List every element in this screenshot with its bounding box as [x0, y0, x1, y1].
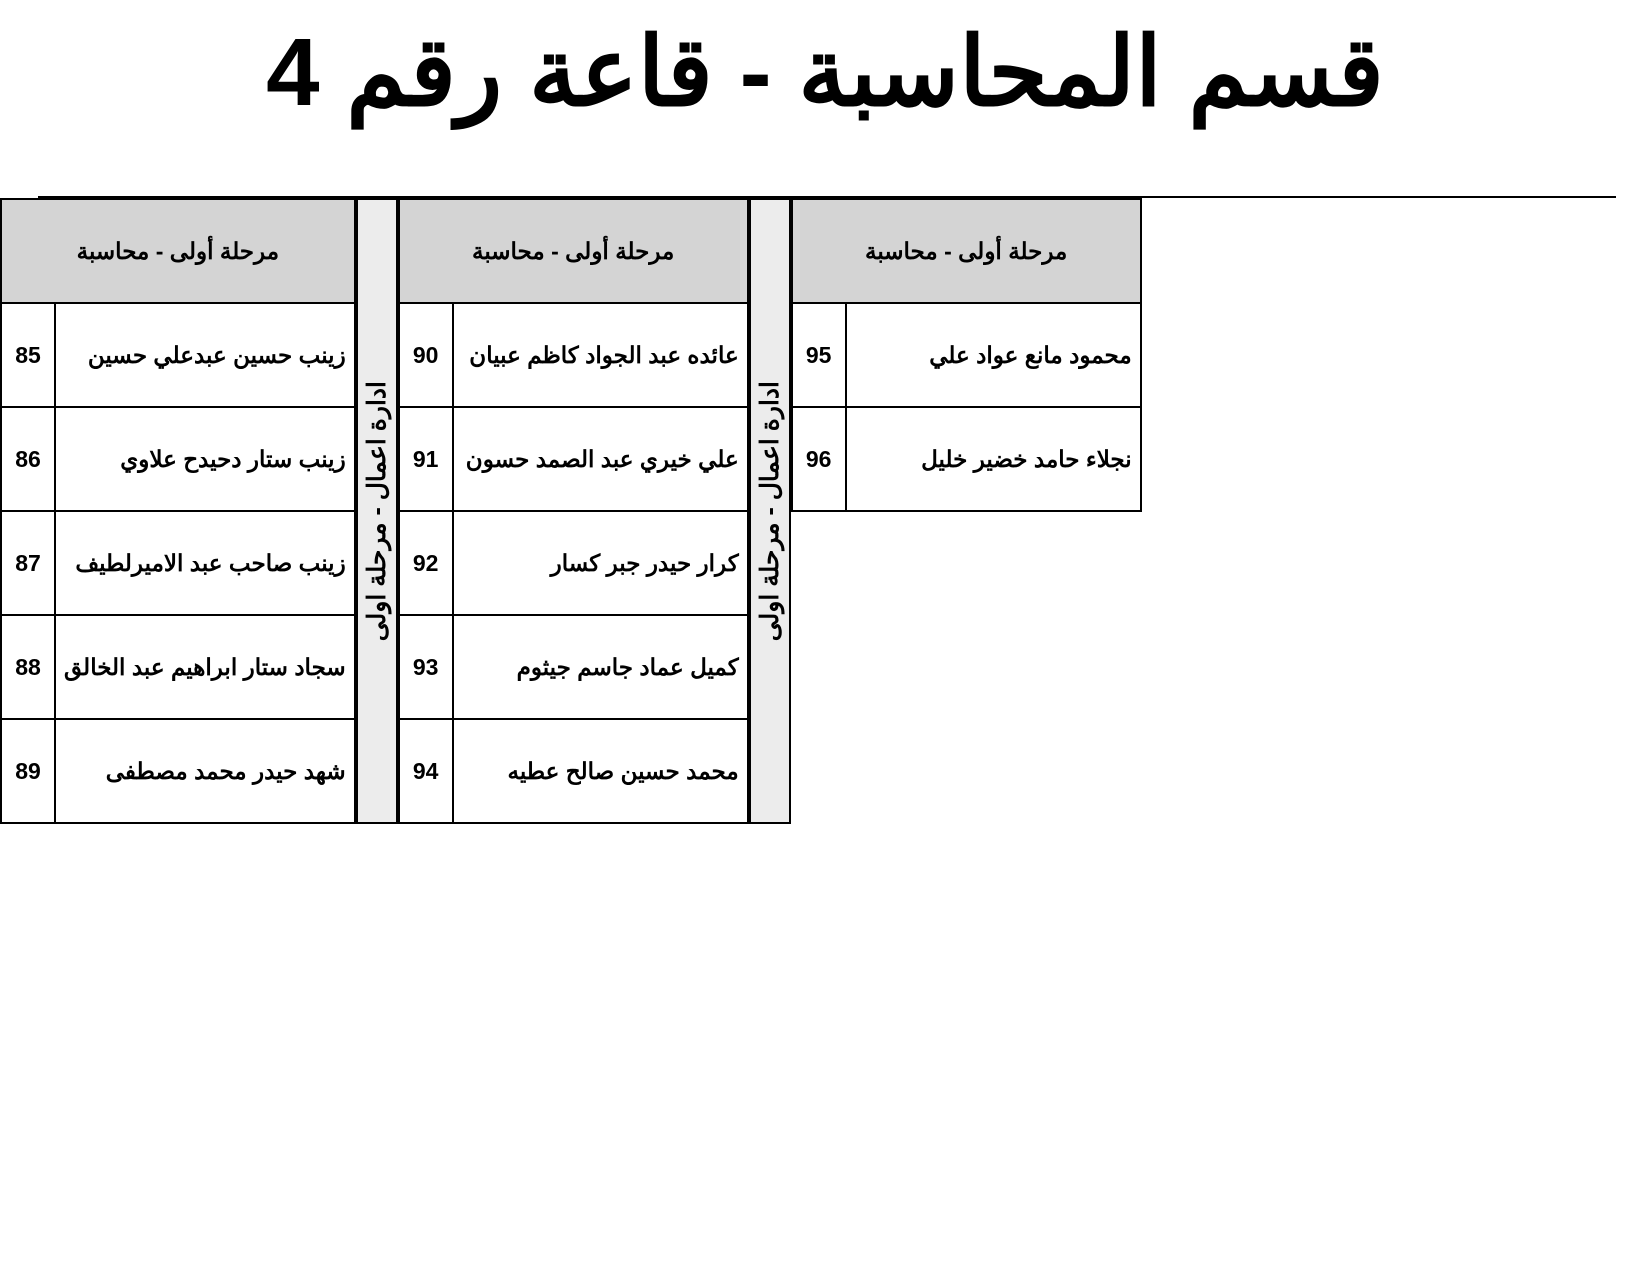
table-row — [399, 719, 748, 823]
table-header-row — [1, 199, 355, 303]
table-block-2 — [398, 198, 749, 824]
vertical-band-1 — [356, 198, 398, 824]
vertical-band-label: ادارة اعمال - مرحلة اولى — [362, 380, 391, 642]
student-number: 92 — [399, 511, 453, 615]
table-row — [399, 511, 748, 615]
table-row — [1, 615, 355, 719]
table-header-label: مرحلة أولى - محاسبة — [1, 199, 355, 303]
table-row — [399, 407, 748, 511]
table-row — [1, 719, 355, 823]
table-row — [1, 511, 355, 615]
student-table-2 — [398, 198, 749, 824]
table-row — [399, 615, 748, 719]
student-name: علي خيري عبد الصمد حسون — [453, 407, 748, 511]
student-table-1 — [0, 198, 356, 824]
student-number: 86 — [1, 407, 55, 511]
vertical-band-2 — [749, 198, 791, 824]
student-name: محمود مانع عواد علي — [846, 303, 1141, 407]
table-row — [792, 407, 1141, 511]
table-row — [1, 407, 355, 511]
page-title-area — [0, 8, 1650, 138]
table-block-3 — [791, 198, 1142, 512]
student-name: عائده عبد الجواد كاظم عبيان — [453, 303, 748, 407]
table-block-1 — [0, 198, 356, 824]
student-name: نجلاء حامد خضير خليل — [846, 407, 1141, 511]
page-title: قسم المحاسبة - قاعة رقم 4 — [266, 19, 1384, 126]
table-header-label: مرحلة أولى - محاسبة — [792, 199, 1141, 303]
table-row — [399, 303, 748, 407]
student-number: 95 — [792, 303, 846, 407]
table-header-row — [792, 199, 1141, 303]
student-number: 89 — [1, 719, 55, 823]
student-number: 93 — [399, 615, 453, 719]
student-name: زينب ستار دحيدح علاوي — [55, 407, 355, 511]
table-header-row — [399, 199, 748, 303]
student-number: 90 — [399, 303, 453, 407]
student-name: شهد حيدر محمد مصطفى — [55, 719, 355, 823]
student-name: زينب صاحب عبد الاميرلطيف — [55, 511, 355, 615]
student-number: 85 — [1, 303, 55, 407]
student-number: 88 — [1, 615, 55, 719]
student-table-3 — [791, 198, 1142, 512]
student-name: سجاد ستار ابراهيم عبد الخالق — [55, 615, 355, 719]
table-row — [1, 303, 355, 407]
student-name: كرار حيدر جبر كسار — [453, 511, 748, 615]
student-number: 87 — [1, 511, 55, 615]
student-name: محمد حسين صالح عطيه — [453, 719, 748, 823]
tables-container — [0, 198, 1650, 824]
student-number: 91 — [399, 407, 453, 511]
vertical-band-label: ادارة اعمال - مرحلة اولى — [755, 380, 784, 642]
student-name: زينب حسين عبدعلي حسين — [55, 303, 355, 407]
table-row — [792, 303, 1141, 407]
table-header-label: مرحلة أولى - محاسبة — [399, 199, 748, 303]
student-number: 94 — [399, 719, 453, 823]
student-name: كميل عماد جاسم جيثوم — [453, 615, 748, 719]
student-number: 96 — [792, 407, 846, 511]
